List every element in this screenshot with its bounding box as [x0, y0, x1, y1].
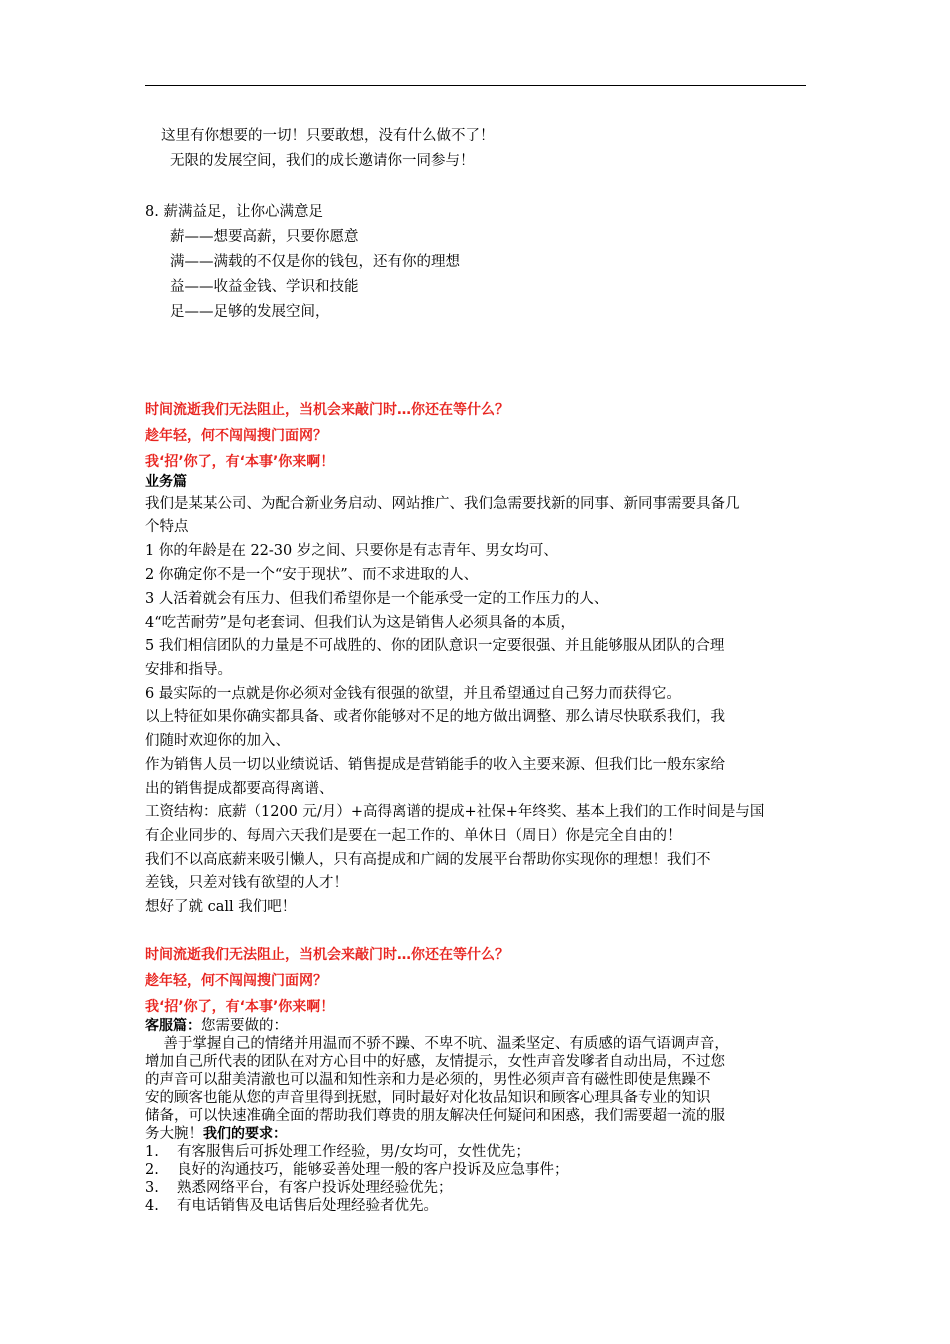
business-line: 我们不以高底薪来吸引懒人，只有高提成和广阔的发展平台帮助你实现你的理想！我们不 — [145, 852, 711, 868]
business-line: 安排和指导。 — [145, 662, 232, 678]
service-heading — [145, 1017, 288, 1035]
business-line: 5 我们相信团队的力量是不可战胜的、你的团队意识一定要很强、并且能够服从团队的合理 — [145, 638, 725, 654]
business-line: 差钱，只差对钱有欲望的人才！ — [145, 875, 348, 891]
requirements-label: 我们的要求： — [203, 1126, 287, 1142]
salary-item: 益——收益金钱、学识和技能 — [170, 279, 359, 295]
business-line: 个特点 — [145, 519, 189, 535]
requirement-number: 2. — [145, 1162, 159, 1178]
requirement-number: 3. — [145, 1180, 159, 1196]
business-line: 2 你确定你不是一个“安于现状”、而不求进取的人、 — [145, 567, 479, 583]
requirement-item — [145, 1179, 453, 1197]
service-paragraph-last-line — [145, 1125, 287, 1143]
slogan-1-repeat: 时间流逝我们无法阻止，当机会来敲门时…你还在等什么？ — [145, 947, 509, 963]
slogan-1: 时间流逝我们无法阻止，当机会来敲门时…你还在等什么？ — [145, 402, 509, 418]
service-paragraph-line: 善于掌握自己的情绪并用温而不骄不躁、不卑不吭、温柔坚定、有质感的语气语调声音， — [145, 1036, 729, 1052]
salary-item: 满——满载的不仅是你的钱包，还有你的理想 — [170, 254, 460, 270]
business-line: 我们是某某公司、为配合新业务启动、网站推广、我们急需要找新的同事、新同事需要具备几 — [145, 496, 740, 512]
intro-line-2: 无限的发展空间，我们的成长邀请你一同参与！ — [170, 153, 475, 169]
service-paragraph-end: 务大腕！ — [145, 1126, 203, 1142]
requirement-text: 熟悉网络平台，有客户投诉处理经验优先； — [177, 1180, 453, 1196]
service-paragraph-line: 储备，可以快速准确全面的帮助我们尊贵的朋友解决任何疑问和困惑，我们需要超一流的服 — [145, 1108, 725, 1124]
requirement-item — [145, 1197, 438, 1215]
requirement-number: 1. — [145, 1144, 159, 1160]
business-title: 业务篇 — [145, 474, 187, 490]
business-line: 3 人活着就会有压力、但我们希望你是一个能承受一定的工作压力的人、 — [145, 591, 609, 607]
slogan-3: 我‘招’你了，有‘本事’你来啊！ — [145, 454, 335, 470]
business-line: 有企业同步的、每周六天我们是要在一起工作的、单休日（周日）你是完全自由的！ — [145, 828, 682, 844]
requirement-text: 有电话销售及电话售后处理经验者优先。 — [177, 1198, 438, 1214]
requirement-text: 良好的沟通技巧，能够妥善处理一般的客户投诉及应急事件； — [177, 1162, 569, 1178]
business-line: 6 最实际的一点就是你必须对金钱有很强的欲望，并且希望通过自己努力而获得它。 — [145, 686, 681, 702]
business-line: 以上特征如果你确实都具备、或者你能够对不足的地方做出调整、那么请尽快联系我们，我 — [145, 709, 725, 725]
service-paragraph-line: 安的顾客也能从您的声音里得到抚慰，同时最好对化妆品知识和顾客心理具备专业的知识 — [145, 1090, 711, 1106]
service-title: 客服篇： — [145, 1018, 201, 1034]
salary-heading: 8. 薪满益足，让你心满意足 — [145, 204, 323, 220]
salary-item: 薪——想要高薪，只要你愿意 — [170, 229, 359, 245]
slogan-2: 趁年轻，何不闯闯搜门面网？ — [145, 428, 327, 444]
business-line: 作为销售人员一切以业绩说话、销售提成是营销能手的收入主要来源、但我们比一般东家给 — [145, 757, 725, 773]
slogan-3-repeat: 我‘招’你了，有‘本事’你来啊！ — [145, 999, 335, 1015]
business-line: 1 你的年龄是在 22-30 岁之间、只要你是有志青年、男女均可、 — [145, 543, 558, 559]
business-line: 4“吃苦耐劳”是句老套词、但我们认为这是销售人必须具备的本质， — [145, 615, 576, 631]
requirement-item — [145, 1161, 569, 1179]
service-subtitle: 您需要做的： — [201, 1018, 288, 1034]
intro-line-1: 这里有你想要的一切！只要敢想，没有什么做不了！ — [161, 128, 495, 144]
requirement-item — [145, 1143, 530, 1161]
business-line: 工资结构：底薪（1200 元/月）+高得离谱的提成+社保+年终奖、基本上我们的工作时间是与国 — [145, 804, 765, 820]
salary-item: 足——足够的发展空间， — [170, 304, 330, 320]
slogan-2-repeat: 趁年轻，何不闯闯搜门面网？ — [145, 973, 327, 989]
business-line: 想好了就 call 我们吧！ — [145, 899, 297, 915]
requirement-number: 4. — [145, 1198, 159, 1214]
business-line: 出的销售提成都要高得离谱、 — [145, 781, 334, 797]
service-paragraph-line: 增加自己所代表的团队在对方心目中的好感，友情提示，女性声音发嗲者自动出局，不过您 — [145, 1054, 725, 1070]
header-rule — [145, 85, 806, 86]
service-paragraph-line: 的声音可以甜美清澈也可以温和知性亲和力是必须的，男性必须声音有磁性即使是焦躁不 — [145, 1072, 711, 1088]
requirement-text: 有客服售后可拆处理工作经验，男/女均可，女性优先； — [177, 1144, 530, 1160]
business-line: 们随时欢迎你的加入、 — [145, 733, 290, 749]
